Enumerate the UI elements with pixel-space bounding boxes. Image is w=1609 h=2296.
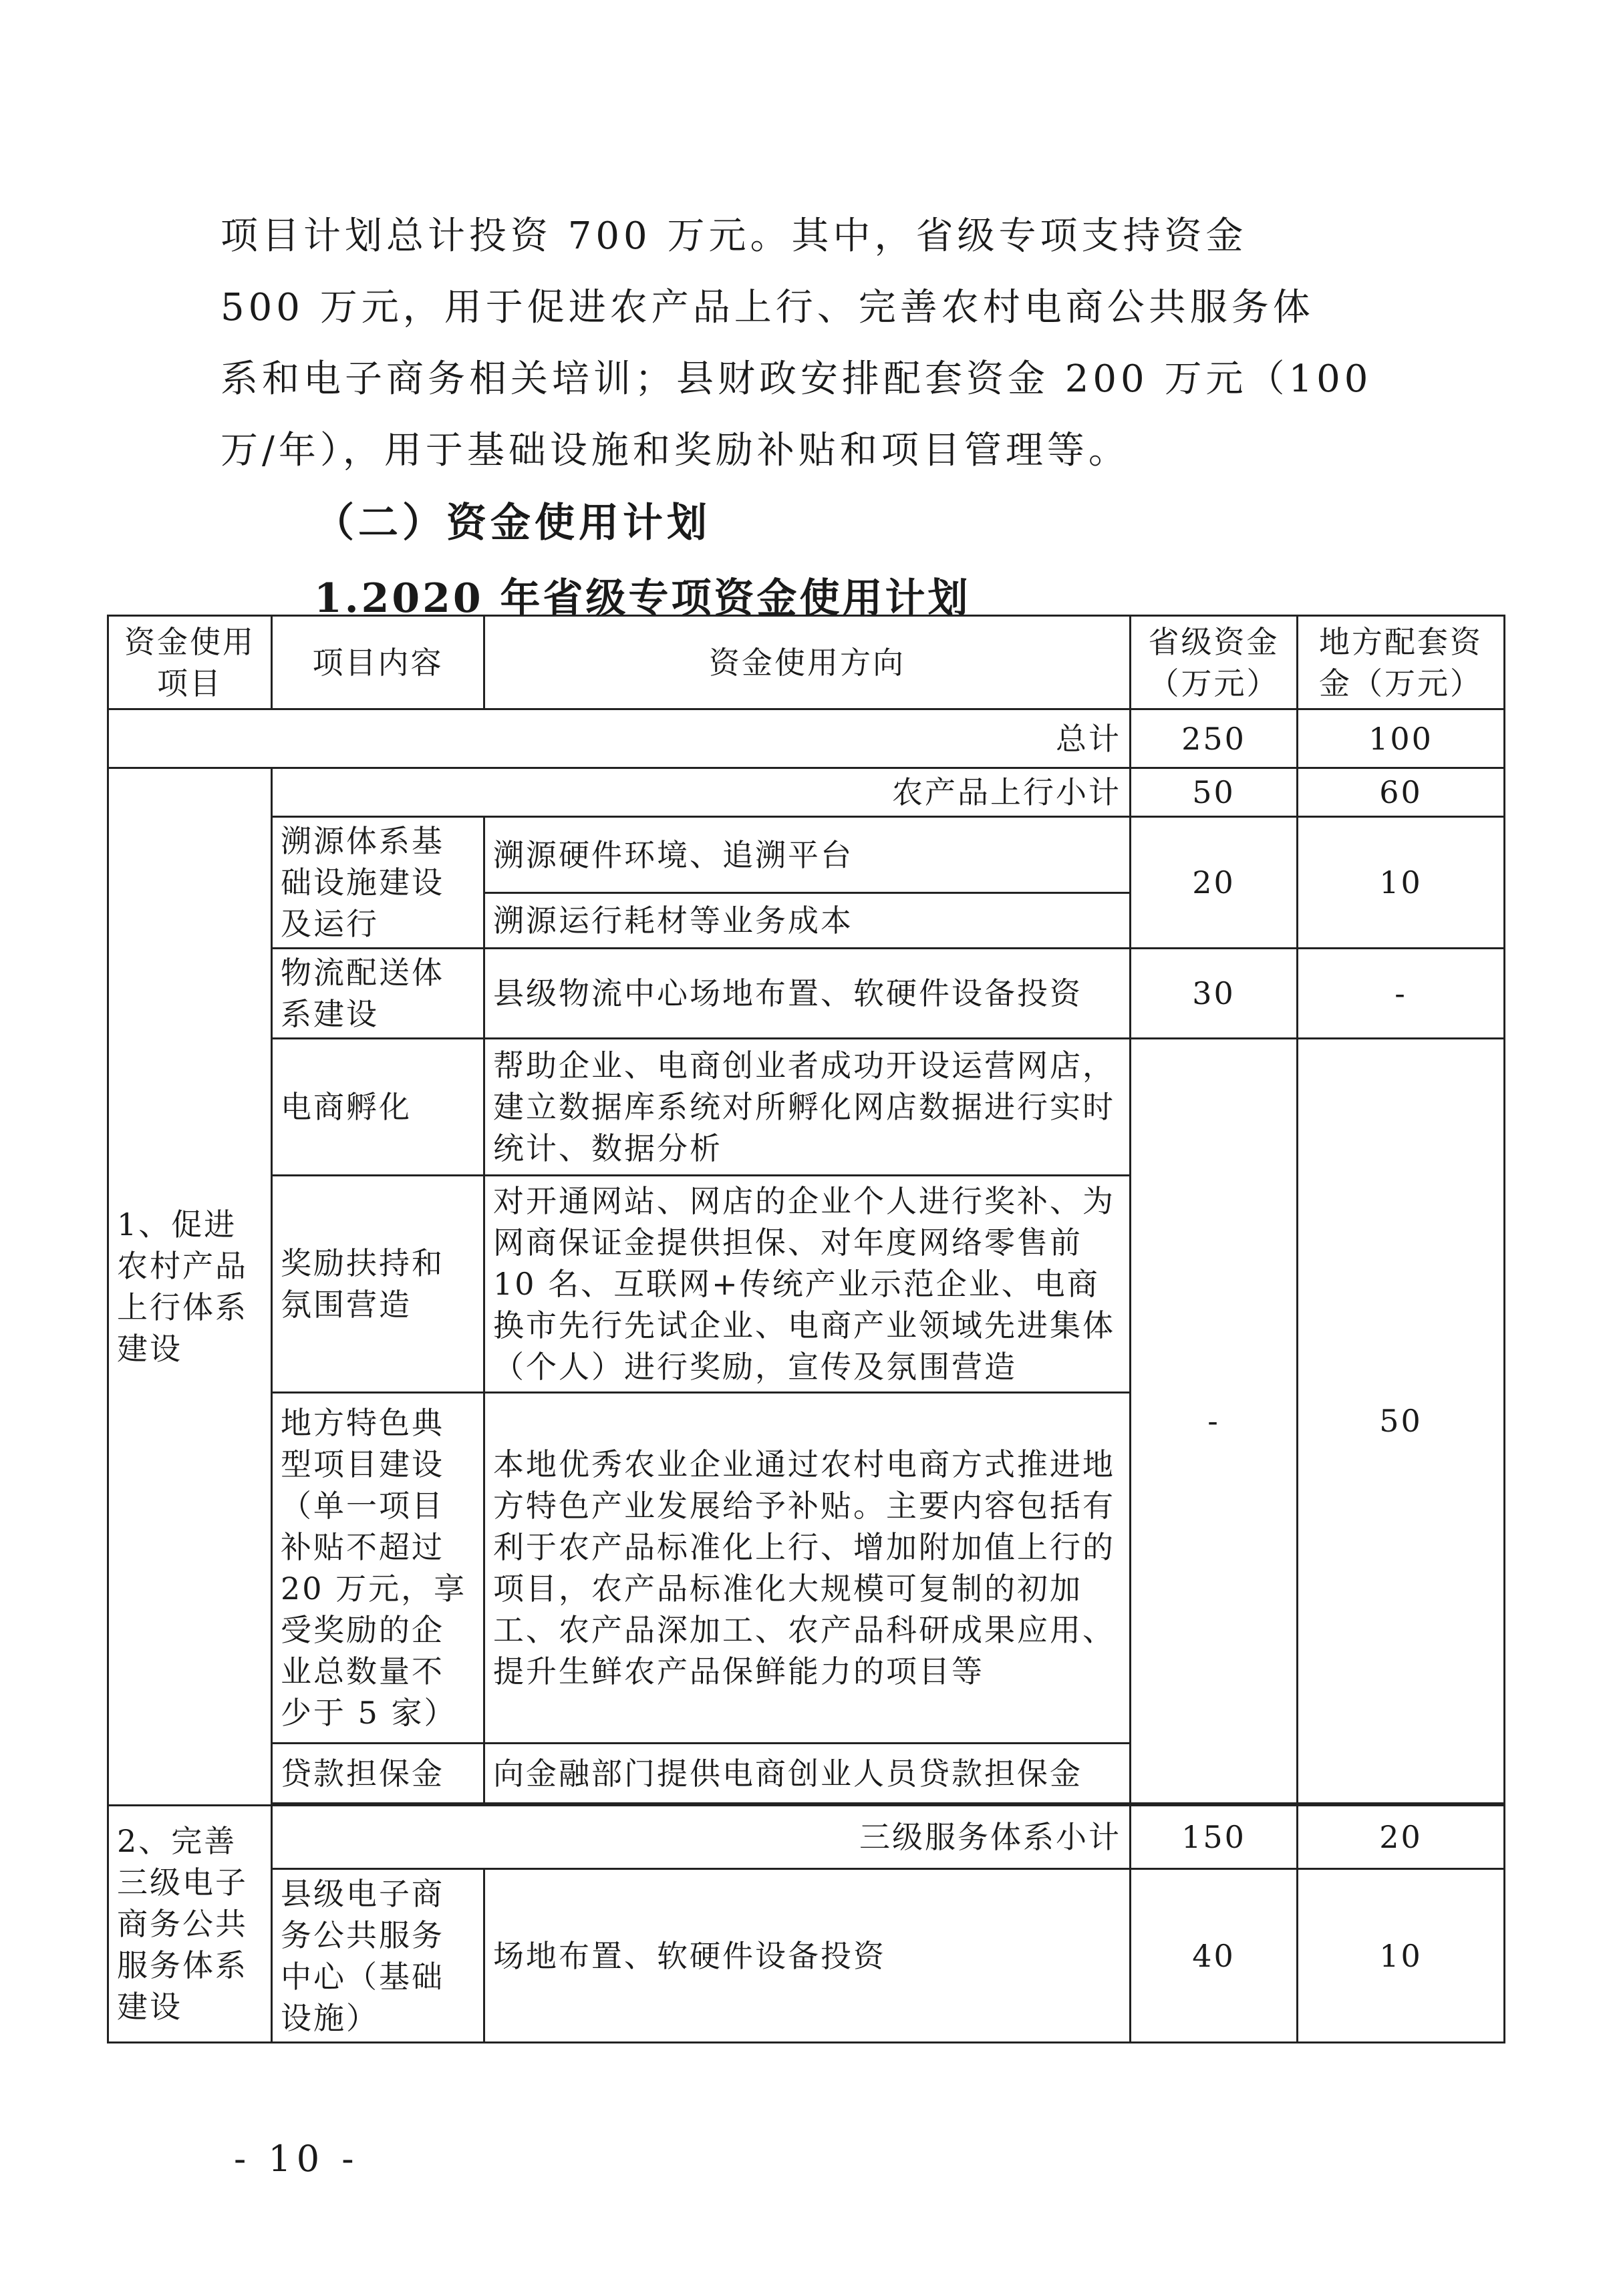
fund-plan-table [107,615,1505,2043]
total-label: 总计 [108,709,1131,768]
row-content-county-center: 县级电子商务公共服务中心（基础设施） [272,1869,484,2043]
table-row [108,817,1505,893]
table-row [108,949,1505,1039]
row-direction-traceability-2: 溯源运行耗材等业务成本 [484,893,1131,949]
row-provincial-logistics: 30 [1131,949,1298,1039]
body-paragraph-line-2: 500 万元，用于促进农产品上行、完善农村电商公共服务体 [221,286,1314,329]
group1-name: 1、促进农村产品上行体系建设 [108,768,272,1806]
row-content-incentive: 奖励扶持和氛围营造 [272,1176,484,1393]
total-row [108,709,1505,768]
total-provincial: 250 [1131,709,1298,768]
row-content-logistics: 物流配送体系建设 [272,949,484,1039]
body-paragraph-line-1: 项目计划总计投资 700 万元。其中，省级专项支持资金 [221,214,1248,258]
header-fund-item: 资金使用项目 [108,616,272,709]
row-direction-incentive: 对开通网站、网店的企业个人进行奖补、为网商保证金提供担保、对年度网络零售前 10 名、互联网+传统产业示范企业、电商换市先行先试企业、电商产业领域先进集体（个人）进行奖励，宣传及氛围营造 [484,1176,1131,1393]
group1-subtotal-local: 60 [1298,768,1505,817]
merged-provincial: - [1131,1039,1298,1804]
header-fund-direction: 资金使用方向 [484,616,1131,709]
body-paragraph-line-3: 系和电子商务相关培训；县财政安排配套资金 200 万元（100 [221,357,1372,401]
row-provincial-traceability: 20 [1131,817,1298,949]
table-row [108,1869,1505,2043]
table-header-row [108,616,1505,709]
group1-subtotal-label: 农产品上行小计 [272,768,1131,817]
row-local-logistics: - [1298,949,1505,1039]
row-provincial-county-center: 40 [1131,1869,1298,2043]
group2-subtotal-provincial: 150 [1131,1806,1298,1869]
row-direction-incubation: 帮助企业、电商创业者成功开设运营网店，建立数据库系统对所孵化网店数据进行实时统计、数据分析 [484,1039,1131,1176]
group2-name: 2、完善三级电子商务公共服务体系建设 [108,1806,272,2043]
row-direction-traceability-1: 溯源硬件环境、追溯平台 [484,817,1131,893]
group2-subtotal-row [108,1806,1505,1869]
header-provincial-fund: 省级资金（万元） [1131,616,1298,709]
body-paragraph-line-4: 万/年），用于基础设施和奖励补贴和项目管理等。 [221,429,1130,472]
total-local: 100 [1298,709,1505,768]
table-title: 1.2020 年省级专项资金使用计划 [314,575,971,622]
row-local-traceability: 10 [1298,817,1505,949]
table-row [108,1039,1505,1176]
row-content-traceability: 溯源体系基础设施建设及运行 [272,817,484,949]
header-local-fund: 地方配套资金（万元） [1298,616,1505,709]
row-direction-featured: 本地优秀农业企业通过农村电商方式推进地方特色产业发展给予补贴。主要内容包括有利于农产品标准化上行、增加附加值上行的项目，农产品标准化大规模可复制的初加工、农产品深加工、农产品科研成果应用、提升生鲜农产品保鲜能力的项目等 [484,1393,1131,1744]
row-direction-county-center: 场地布置、软硬件设备投资 [484,1869,1131,2043]
row-direction-logistics: 县级物流中心场地布置、软硬件设备投资 [484,949,1131,1039]
row-direction-loan: 向金融部门提供电商创业人员贷款担保金 [484,1744,1131,1804]
merged-local: 50 [1298,1039,1505,1804]
group2-subtotal-label: 三级服务体系小计 [272,1806,1131,1869]
group1-subtotal-provincial: 50 [1131,768,1298,817]
header-project-content: 项目内容 [272,616,484,709]
page-number: - 10 - [234,2138,359,2180]
row-content-loan: 贷款担保金 [272,1744,484,1804]
group1-subtotal-row [108,768,1505,817]
section-heading: （二）资金使用计划 [314,500,711,546]
row-local-county-center: 10 [1298,1869,1505,2043]
row-content-featured: 地方特色典型项目建设（单一项目补贴不超过 20 万元，享受奖励的企业总数量不少于 5 家） [272,1393,484,1744]
row-content-incubation: 电商孵化 [272,1039,484,1176]
group2-subtotal-local: 20 [1298,1806,1505,1869]
